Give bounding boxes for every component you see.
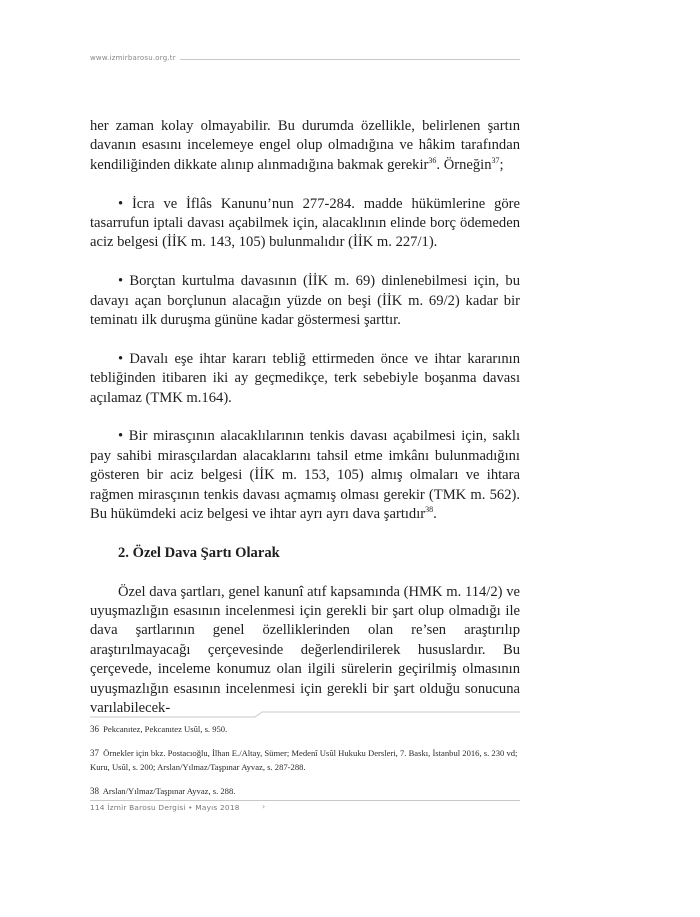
bullet-item: • Davalı eşe ihtar kararı tebliğ ettirmeden önce ve ihtar kararının tebliğinden itibaren iki ay geçmedikçe, terk sebebiyle boşanma davası açılamaz (TMK m.164). bbox=[90, 350, 520, 406]
footnote-ref-37[interactable]: 37 bbox=[491, 155, 500, 165]
footnote-text: Örnekler için bkz. Postacıoğlu, İlhan E./Altay, Sümer; Medenî Usûl Hukuku Dersleri, 7. Baskı, İstanbul 2016, s. 230 vd; Kuru, Usûl, s. 200; Arslan/Yılmaz/Taşpınar Ayvaz, s. 287-288. bbox=[90, 748, 518, 772]
bullet-text: . bbox=[433, 506, 437, 523]
bullet-item: • Borçtan kurtulma davasının (İİK m. 69) dinlenebilmesi için, bu davayı açan borçlunun alacağın yüzde on beşi (İİK m. 69/2) kadar bir teminatı ilk duruşma gününe kadar göstermesi şarttır. bbox=[90, 273, 520, 329]
footnote-item bbox=[90, 746, 520, 774]
footnote-number: 36 bbox=[90, 724, 99, 734]
paragraph-text: . Örneğin bbox=[436, 156, 492, 173]
header-divider bbox=[180, 59, 520, 60]
footer-divider bbox=[90, 800, 520, 801]
section-paragraph: Özel dava şartları, genel kanunî atıf kapsamında (HMK m. 114/2) ve uyuşmazlığın esasının incelenmesi için gerekli bir şart olup olmadığı ile dava şartlarının genel özelliklerinden olan re’sen araştırılıp araştırılmayacağı çerçevesinde değerlendirilerek hususlardır. Bu çerçevede, inceleme konumuz olan ilgili sürelerin geçirilmiş olmasının uyuşmazlığın esasının incelenmesi için gerekli bir şart olduğu sonucuna varılabilecek- bbox=[90, 583, 520, 717]
footnote-text: Pekcanıtez, Pekcanıtez Usûl, s. 950. bbox=[103, 724, 228, 734]
bullet-text: • Bir mirasçının alacaklılarının tenkis davası açabilmesi için, saklı pay sahibi mirasçılardan alacaklarını tahsil etme imkânı bulunmadığını gösteren bir aciz belgesi (İİK m. 153, 105) almış olmaları ve ihtara rağmen mirasçının tenkis davası açmamış olması gerekir (TMK m. 562). Bu hükümdeki aciz belgesi ve ihtar ayrı ayrı dava şartıdır bbox=[90, 428, 520, 523]
footnote-ref-38[interactable]: 38 bbox=[425, 505, 434, 515]
paragraph-text: her zaman kolay olmayabilir. Bu durumda özellikle, belirlenen şartın davanın esasını incelemeye engel olup olmadığına ve hâkim tarafından kendiliğinden dikkate alınıp alınmadığına bakmak gerekir bbox=[90, 118, 520, 173]
bullet-item bbox=[90, 427, 520, 524]
footnote-number: 38 bbox=[90, 786, 99, 796]
footnote-item bbox=[90, 784, 520, 798]
footer-text: 114 İzmir Barosu Dergisi • Mayıs 2018 bbox=[90, 803, 240, 812]
footnote-text: Arslan/Yılmaz/Taşpınar Ayvaz, s. 288. bbox=[102, 786, 236, 796]
page-footer bbox=[90, 800, 520, 814]
paragraph-intro bbox=[90, 117, 520, 175]
body-text bbox=[90, 117, 520, 719]
section-heading: 2. Özel Dava Şartı Olarak bbox=[118, 544, 280, 561]
header-url: www.izmirbarosu.org.tr bbox=[90, 54, 176, 62]
chevron-right-icon: › bbox=[262, 802, 266, 811]
paragraph-text: ; bbox=[499, 156, 504, 173]
bullet-item: • İcra ve İflâs Kanunu’nun 277-284. madde hükümlerine göre tasarrufun iptali davası açabilmek için, alacaklının elinde borç ödemeden aciz belgesi (İİK m. 143, 105) bulunmalıdır (İİK m. 227/1). bbox=[90, 195, 520, 251]
footnote-item bbox=[90, 722, 520, 736]
footnote-ref-36[interactable]: 36 bbox=[428, 155, 437, 165]
footnote-number: 37 bbox=[90, 748, 99, 758]
footnotes bbox=[90, 722, 520, 798]
